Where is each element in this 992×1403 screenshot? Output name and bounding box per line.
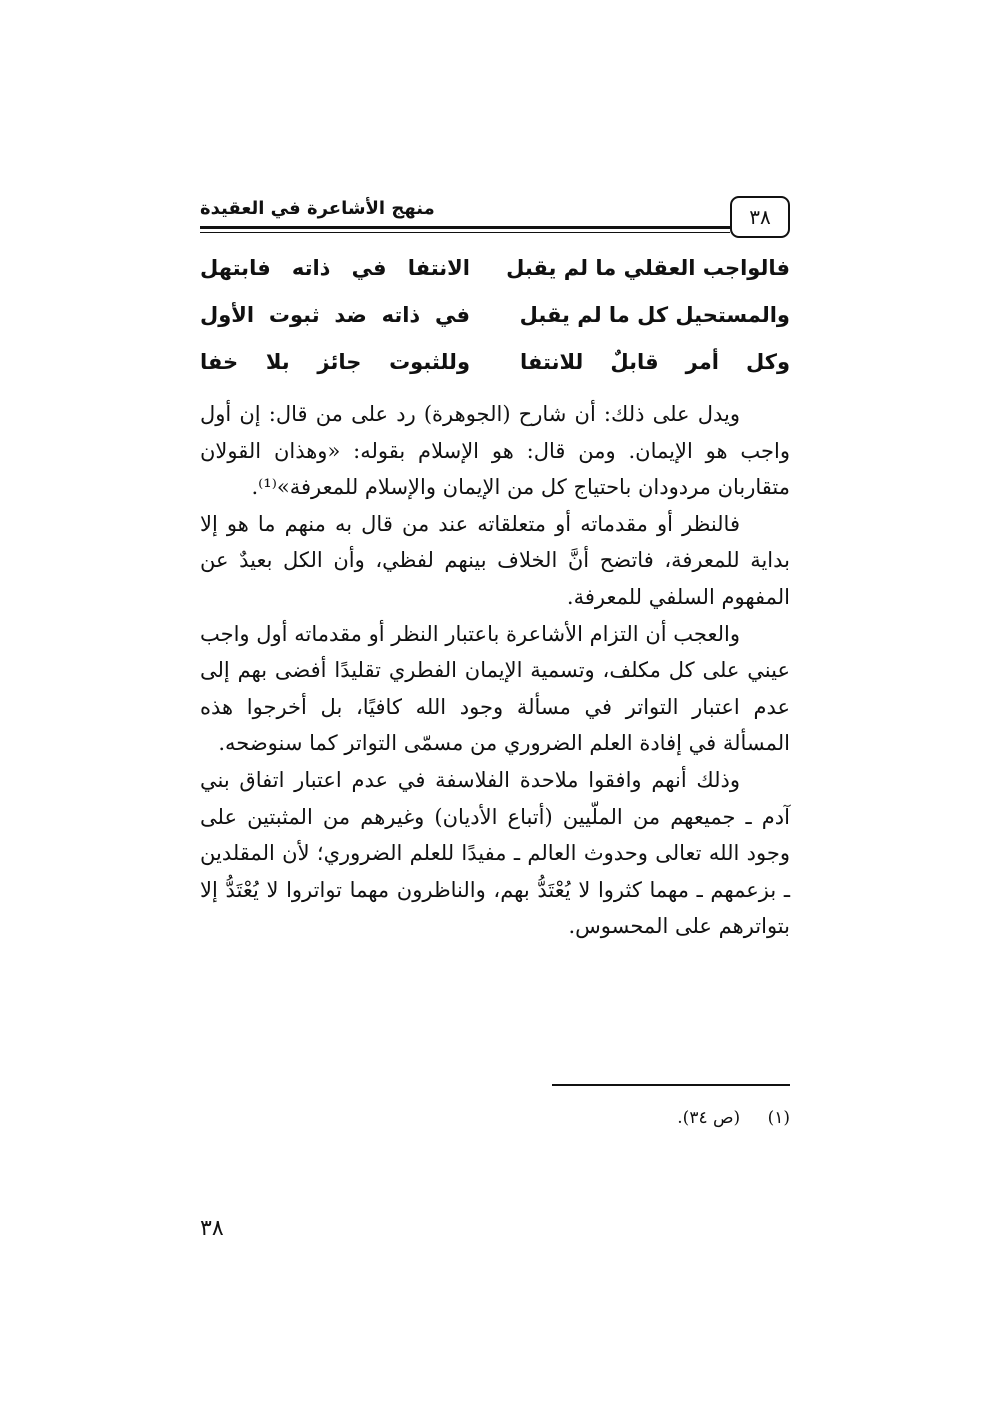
poem-verse: [200, 344, 790, 391]
poem-verse: [200, 297, 790, 344]
footnote: [677, 1108, 790, 1128]
page-number: ٣٨: [200, 1216, 224, 1241]
verse-first-hemistich: والمستحيل كل ما لم يقبل: [519, 303, 790, 327]
verse-first-hemistich: وكل أمر قابلٌ للانتفا: [520, 350, 790, 374]
footnote-separator: [552, 1084, 790, 1086]
paragraph: فالنظر أو مقدماته أو متعلقاته عند من قال به منهم ما هو إلا بداية للمعرفة، فاتضح أنَّ الخلاف بينهم لفظي، وأن الكل بعيدٌ عن المفهوم السلفي للمعرفة.: [200, 511, 790, 609]
paragraph: ويدل على ذلك: أن شارح (الجوهرة) رد على من قال: إن أول واجب هو الإيمان. ومن قال: هو الإسلام بقوله: «وهذان القولان متقاربان مردودان باحتياج كل من الإيمان والإسلام للمعرفة»⁽¹⁾.: [200, 402, 790, 500]
paragraph: والعجب أن التزام الأشاعرة باعتبار النظر أو مقدماته أول واجب عيني على كل مكلف، وتسمية الإيمان الفطري تقليدًا أفضى بهم إلى عدم اعتبار التواتر في مسألة وجود الله كافيًا، بل أخرجوا هذه المسألة في إفادة العلم الضروري من مسمّى التواتر كما سنوضحه.: [200, 621, 790, 756]
footnote-text: (ص ٣٤).: [677, 1108, 741, 1128]
verse-first-hemistich: فالواجب العقلي ما لم يقبل: [506, 256, 790, 280]
running-header: [200, 196, 790, 240]
verse-second-hemistich: الانتفا في ذاته فابتهل: [200, 256, 470, 280]
verse-second-hemistich: في ذاته ضد ثبوت الأول: [200, 303, 470, 327]
body-text: [200, 396, 790, 945]
paragraph: وذلك أنهم وافقوا ملاحدة الفلاسفة في عدم اعتبار اتفاق بني آدم ـ جميعهم من الملّيين (أتباع الأديان) وغيرهم من المثبتين على وجود الله تعالى وحدوث العالم ـ مفيدًا للعلم الضروري؛ لأن المقلدين ـ بزعمهم ـ مهما كثروا لا يُعْتَدُّ بهم، والناظرون مهما تواتروا لا يُعْتَدُّ إلا بتواترهم على المحسوس.: [200, 767, 790, 939]
header-page-number: ٣٨: [730, 196, 790, 238]
verse-second-hemistich: وللثبوت جائز بلا خفا: [200, 350, 470, 374]
book-title: منهج الأشاعرة في العقيدة: [200, 198, 435, 219]
poem-verse: [200, 250, 790, 297]
footnote-number: (١): [767, 1108, 790, 1128]
header-rule-thin: [200, 232, 730, 233]
poem-block: [200, 250, 790, 391]
header-rule-thick: [200, 226, 730, 229]
